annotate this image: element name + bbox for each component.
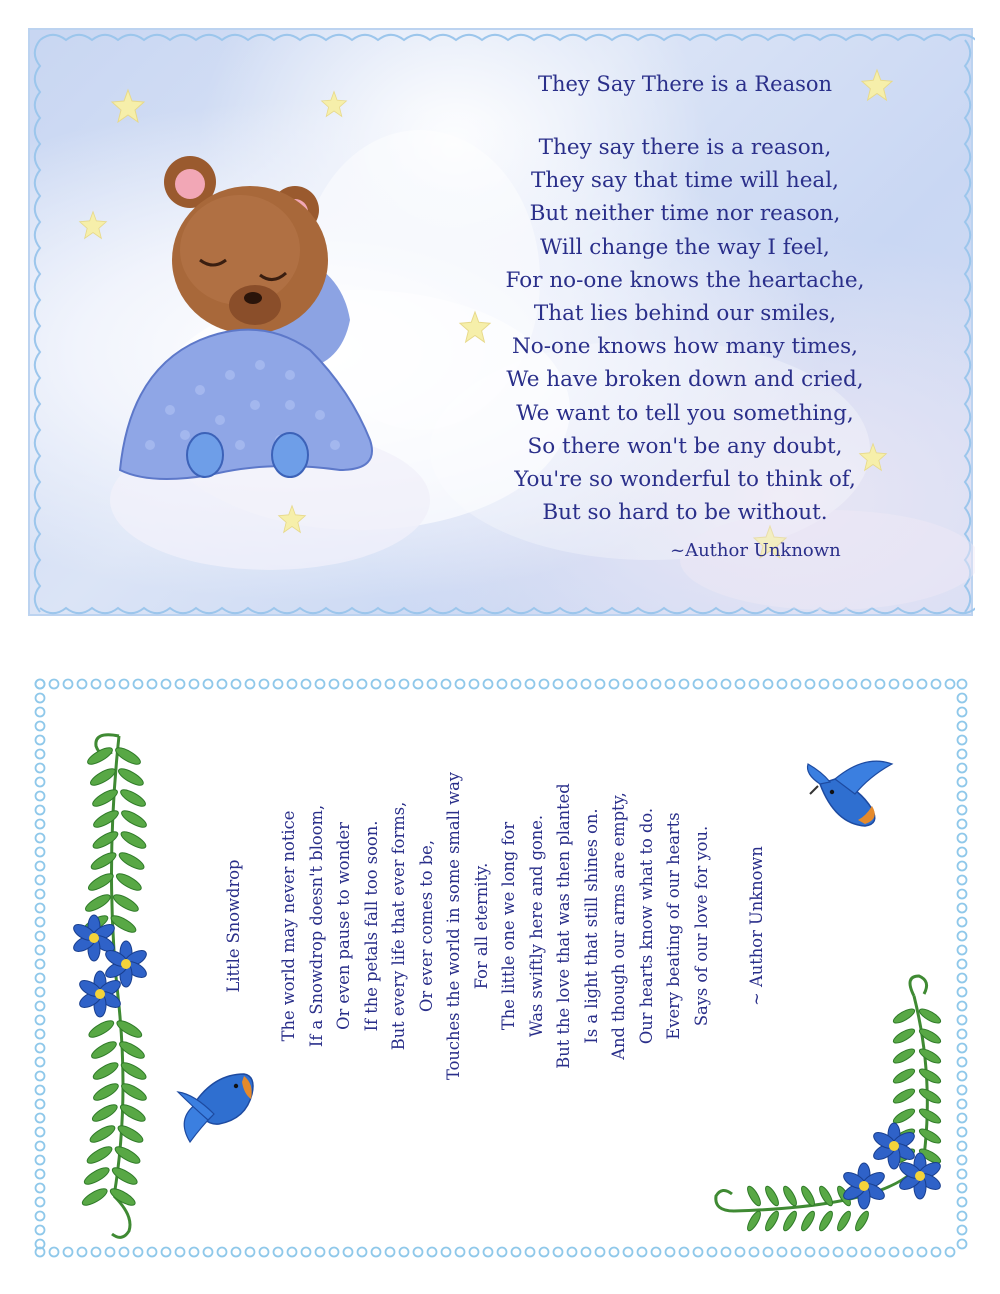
poem-line: You're so wonderful to think of,	[514, 467, 856, 493]
poem-line: But so hard to be without.	[542, 500, 828, 526]
poem-line: We have broken down and cried,	[506, 367, 864, 393]
star-icon	[277, 504, 307, 534]
poem-they-say	[500, 72, 870, 529]
poem-line: But the love that was then planted	[554, 783, 573, 1069]
poem-line: Our hearts know what to do.	[636, 807, 656, 1045]
poem-spacer	[248, 736, 276, 1116]
poem-line: If the petals fall too soon.	[361, 820, 381, 1032]
poem-line: Was swiftly here and gone.	[526, 814, 546, 1038]
poem-line: But neither time nor reason,	[529, 201, 841, 227]
poem-line: That lies behind our smiles,	[533, 301, 837, 327]
fern-vine-icon	[71, 735, 149, 1238]
poem-line: If a Snowdrop doesn't bloom,	[306, 804, 326, 1048]
poem-line: Touches the world in some small way	[444, 771, 463, 1081]
poem-title: Little Snowdrop	[224, 859, 243, 993]
star-icon	[110, 88, 146, 124]
poem-line: For no-one knows the heartache,	[505, 267, 865, 293]
bluebird-icon	[808, 761, 893, 826]
poem-line: But every life that ever forms,	[389, 801, 408, 1051]
poem-line: They say there is a reason,	[538, 135, 832, 160]
card-they-say-there-is-a-reason	[28, 28, 973, 616]
poem-line: For all eternity.	[471, 862, 491, 990]
poem-line: We want to tell you something,	[516, 400, 854, 426]
poem-line: Is a light that still shines on.	[581, 808, 601, 1044]
star-icon	[320, 90, 348, 118]
poem-line: No-one knows how many times,	[511, 334, 858, 360]
poem-title: They Say There is a Reason	[537, 72, 833, 96]
poem-author: ~Author Unknown	[670, 540, 841, 561]
poem-line: The world may never notice	[279, 810, 298, 1042]
star-icon	[458, 310, 492, 344]
poem-line: They say that time will heal,	[531, 168, 839, 194]
sleeping-bear-illustration	[90, 140, 430, 480]
poem-line: The little one we long for	[499, 821, 518, 1031]
poem-line: Every beating of our hearts	[664, 812, 683, 1040]
poem-line: Will change the way I feel,	[540, 234, 830, 260]
poem-line: Or ever comes to be,	[416, 840, 436, 1013]
poem-line: Or even pause to wonder	[334, 822, 353, 1030]
poem-spacer	[715, 736, 743, 1116]
poem-line: Says of our love for you.	[691, 825, 711, 1027]
poem-little-snowdrop	[220, 736, 790, 1116]
poem-line: And though our arms are empty,	[609, 792, 628, 1060]
poem-author: ~ Author Unknown	[746, 846, 766, 1006]
poem-line: So there won't be any doubt,	[527, 433, 843, 459]
